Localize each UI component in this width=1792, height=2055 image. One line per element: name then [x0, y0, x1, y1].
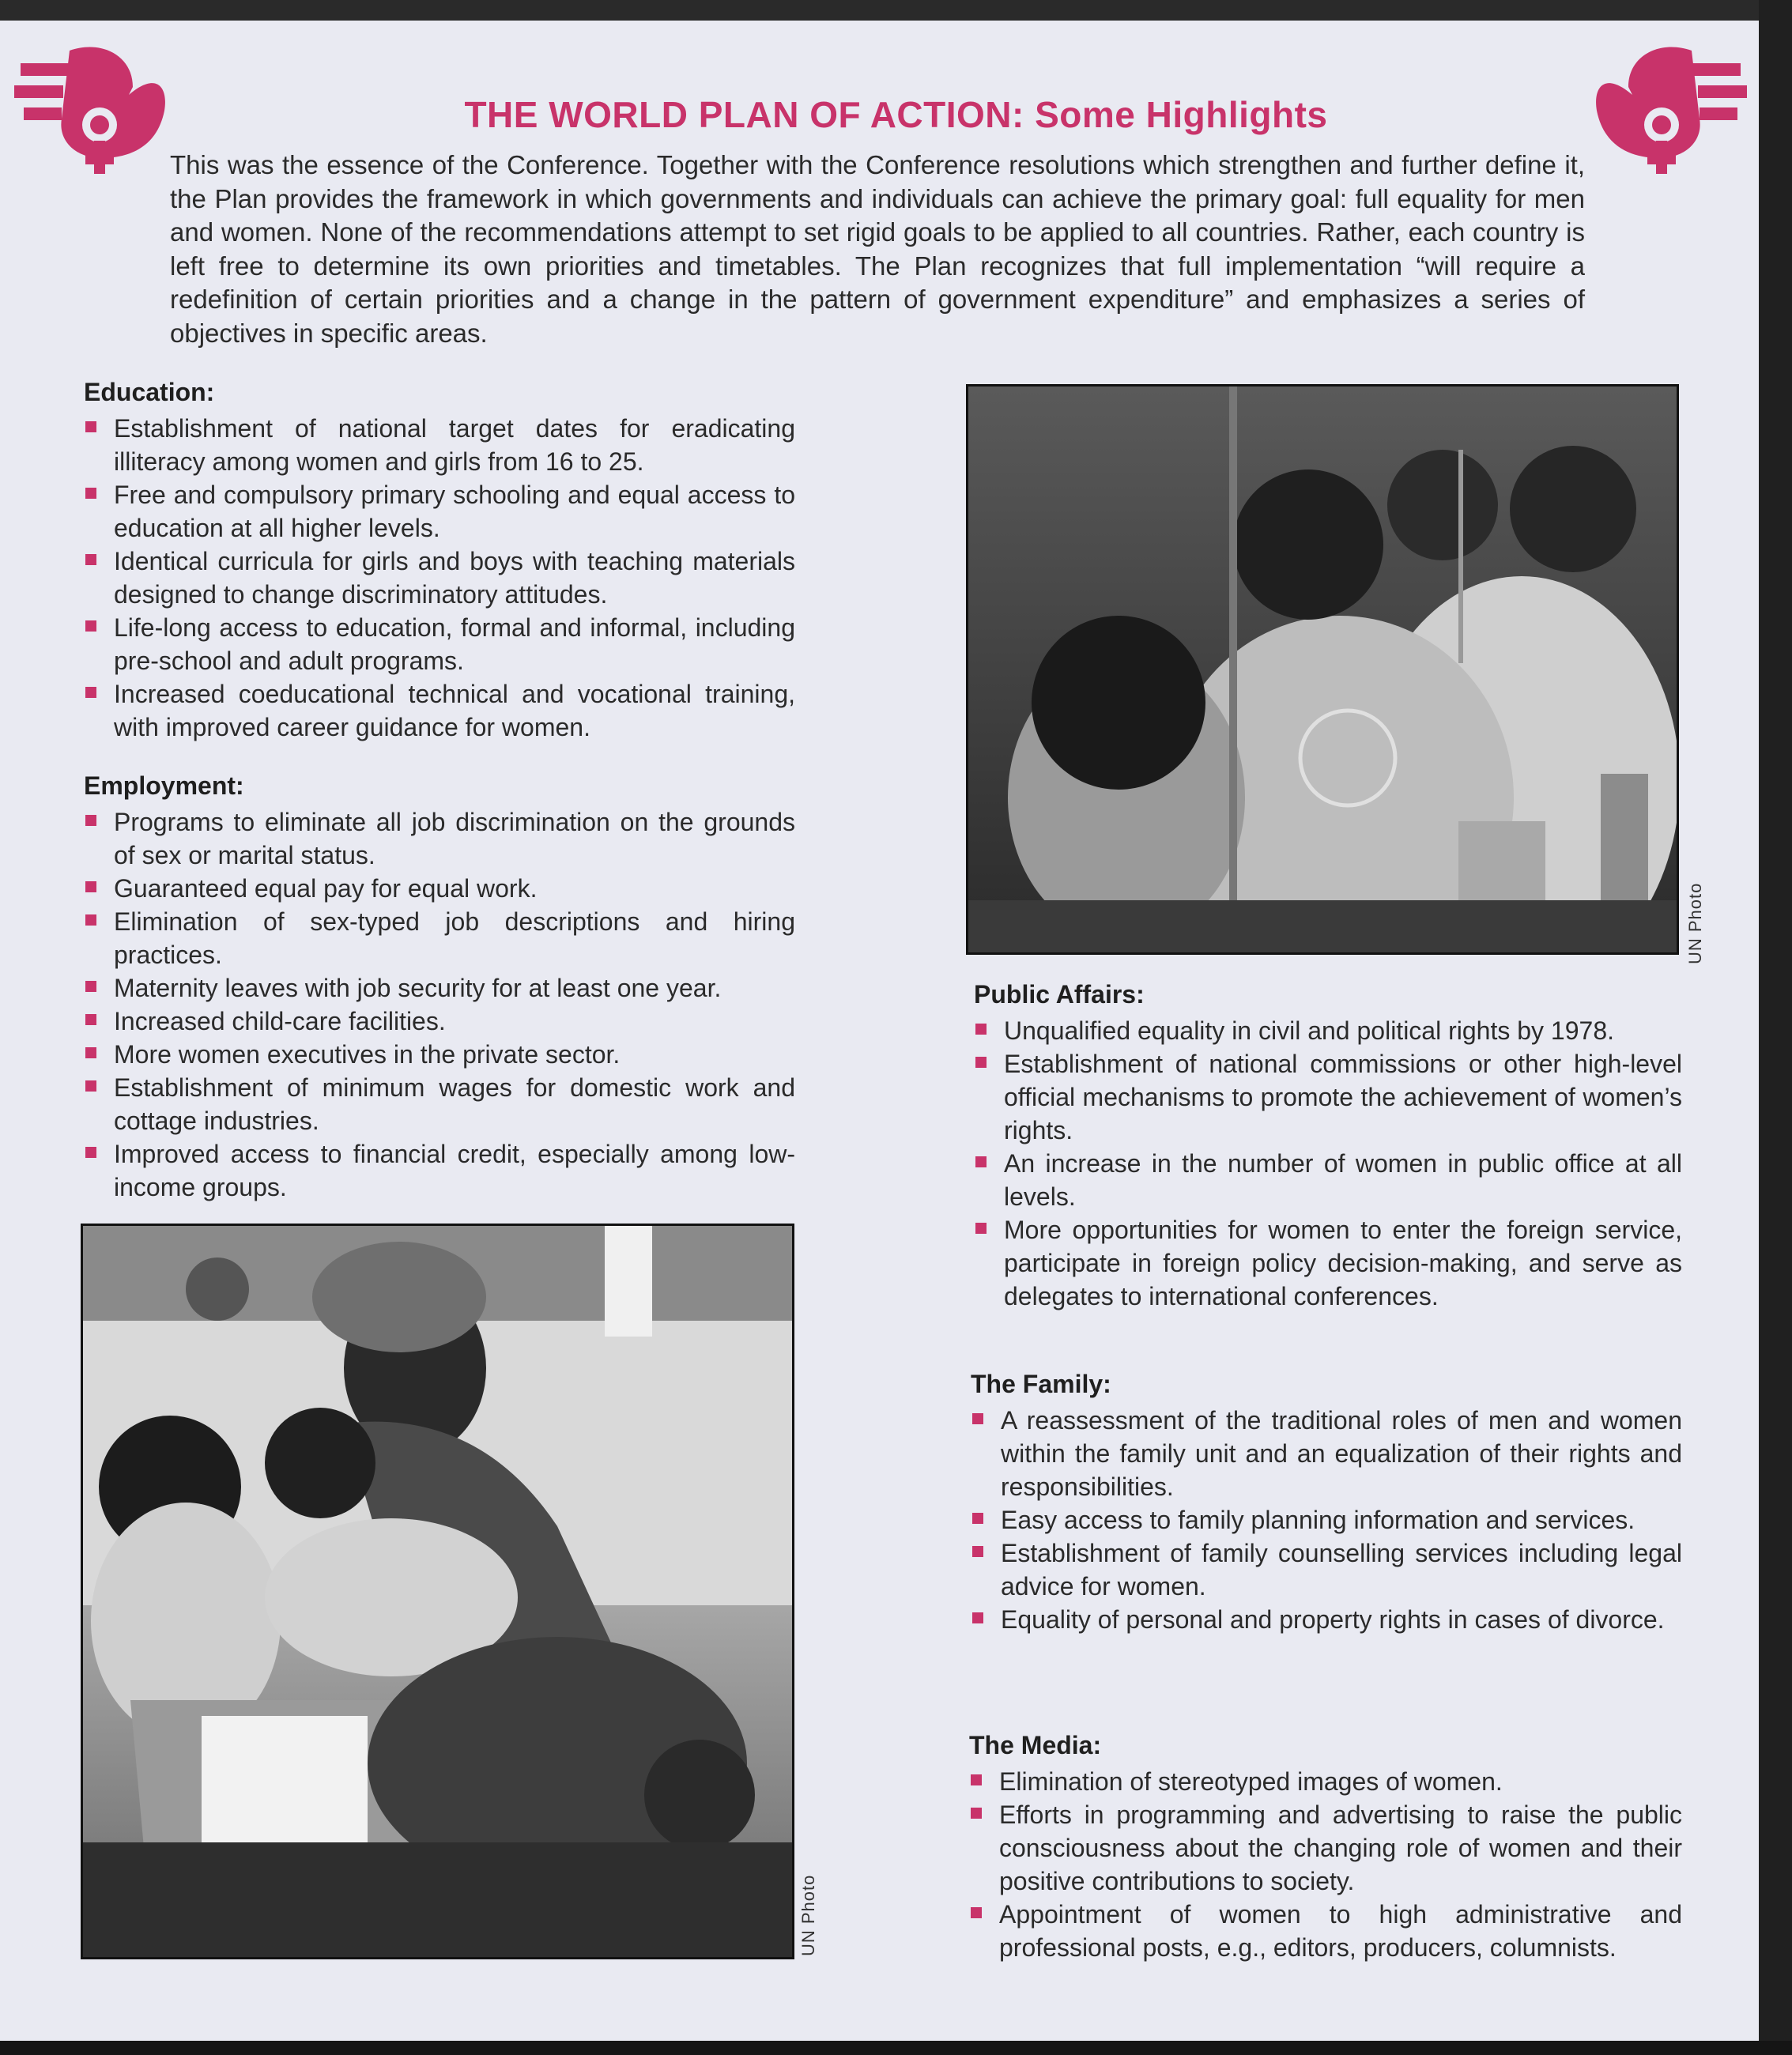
- bullet-text: Establishment of minimum wages for domestic work and cottage industries.: [114, 1073, 795, 1135]
- square-bullet-icon: [971, 1808, 982, 1819]
- square-bullet-icon: [85, 620, 96, 632]
- bullet-text: Improved access to financial credit, especially among low-income groups.: [114, 1140, 795, 1201]
- square-bullet-icon: [85, 981, 96, 992]
- square-bullet-icon: [972, 1612, 983, 1623]
- bullet-list: [971, 1404, 1682, 1636]
- bullet-text: Elimination of stereotyped images of women.: [999, 1767, 1503, 1796]
- bullet-text: More opportunities for women to enter the foreign service, participate in foreign policy decision-making, and serve as delegates to international conferences.: [1004, 1216, 1682, 1310]
- bullet-item: [974, 1014, 1682, 1047]
- bullet-text: Establishment of national commissions or other high-level official mechanisms to promote the achievement of women’s rights.: [1004, 1050, 1682, 1144]
- bullet-item: [971, 1404, 1682, 1503]
- bullet-text: Increased child-care facilities.: [114, 1007, 446, 1035]
- square-bullet-icon: [85, 687, 96, 698]
- section-heading: The Media:: [969, 1731, 1102, 1759]
- scan-bottom-edge: [0, 2041, 1792, 2055]
- bullet-text: Efforts in programming and advertising to raise the public consciousness about the changing role of women and their positive contributions to society.: [999, 1800, 1682, 1895]
- bullet-item: [84, 1137, 795, 1204]
- square-bullet-icon: [85, 421, 96, 432]
- bullet-item: [974, 1047, 1682, 1147]
- bullet-item: [84, 805, 795, 872]
- bullet-item: [969, 1898, 1682, 1964]
- bullet-item: [971, 1503, 1682, 1537]
- photo-girls-laboratory: [966, 384, 1679, 955]
- bullet-list: [84, 805, 795, 1204]
- bullet-text: Equality of personal and property rights in cases of divorce.: [1001, 1605, 1665, 1634]
- square-bullet-icon: [85, 488, 96, 499]
- bullet-text: Elimination of sex-typed job descriptions and hiring practices.: [114, 907, 795, 969]
- bullet-item: [84, 545, 795, 611]
- square-bullet-icon: [85, 881, 96, 892]
- bullet-text: Unqualified equality in civil and political rights by 1978.: [1004, 1016, 1614, 1045]
- bullet-list: [969, 1765, 1682, 1964]
- square-bullet-icon: [975, 1024, 987, 1035]
- bullet-item: [969, 1765, 1682, 1798]
- bullet-item: [84, 905, 795, 971]
- square-bullet-icon: [85, 914, 96, 926]
- bullet-text: Establishment of national target dates for eradicating illiteracy among women and girls from 16 to 25.: [114, 414, 795, 476]
- bullet-item: [971, 1603, 1682, 1636]
- bullet-text: Programs to eliminate all job discrimination on the grounds of sex or marital status.: [114, 808, 795, 869]
- bullet-item: [974, 1147, 1682, 1213]
- bullet-item: [84, 611, 795, 677]
- bullet-item: [974, 1213, 1682, 1313]
- bullet-item: [971, 1537, 1682, 1603]
- square-bullet-icon: [972, 1513, 983, 1524]
- bullet-text: A reassessment of the traditional roles of men and women within the family unit and an equalization of their rights and responsibilities.: [1001, 1406, 1682, 1501]
- section-employment: [84, 771, 795, 1204]
- square-bullet-icon: [85, 1080, 96, 1092]
- bullet-text: Maternity leaves with job security for at least one year.: [114, 974, 722, 1002]
- bullet-item: [84, 872, 795, 905]
- bullet-text: Identical curricula for girls and boys with teaching materials designed to change discriminatory attitudes.: [114, 547, 795, 609]
- bullet-item: [84, 1038, 795, 1071]
- square-bullet-icon: [85, 554, 96, 565]
- bullet-item: [84, 971, 795, 1005]
- square-bullet-icon: [85, 1014, 96, 1025]
- square-bullet-icon: [975, 1156, 987, 1167]
- bullet-item: [969, 1798, 1682, 1898]
- square-bullet-icon: [975, 1057, 987, 1068]
- section-media: [969, 1731, 1682, 1964]
- section-heading: Public Affairs:: [974, 980, 1145, 1009]
- bullet-item: [84, 677, 795, 744]
- photo-mother-and-children: [81, 1224, 794, 1959]
- bullet-text: Free and compulsory primary schooling and equal access to education at all higher levels.: [114, 481, 795, 542]
- page-title: THE WORLD PLAN OF ACTION: Some Highlights: [464, 94, 1328, 135]
- photo-credit: UN Photo: [1685, 882, 1705, 964]
- section-family: [971, 1370, 1682, 1636]
- bullet-text: More women executives in the private sector.: [114, 1040, 621, 1069]
- bullet-list: [974, 1014, 1682, 1313]
- scan-top-edge: [0, 0, 1792, 21]
- square-bullet-icon: [975, 1223, 987, 1234]
- bullet-text: Easy access to family planning information and services.: [1001, 1506, 1635, 1534]
- square-bullet-icon: [972, 1413, 983, 1424]
- bullet-item: [84, 412, 795, 478]
- bullet-text: An increase in the number of women in public office at all levels.: [1004, 1149, 1682, 1211]
- bullet-text: Increased coeducational technical and vocational training, with improved career guidance for women.: [114, 680, 795, 741]
- bullet-item: [84, 1071, 795, 1137]
- bullet-text: Life-long access to education, formal and informal, including pre-school and adult programs.: [114, 613, 795, 675]
- photo-credit: UN Photo: [798, 1874, 818, 1956]
- section-heading: Education:: [84, 378, 215, 406]
- square-bullet-icon: [85, 815, 96, 826]
- square-bullet-icon: [971, 1774, 982, 1785]
- section-heading: The Family:: [971, 1370, 1111, 1398]
- square-bullet-icon: [85, 1147, 96, 1158]
- square-bullet-icon: [85, 1047, 96, 1058]
- section-education: [84, 378, 795, 744]
- bullet-item: [84, 478, 795, 545]
- square-bullet-icon: [971, 1907, 982, 1918]
- section-public-affairs: [974, 980, 1682, 1313]
- square-bullet-icon: [972, 1546, 983, 1557]
- intro-paragraph: This was the essence of the Conference. Together with the Conference resolutions which strengthen and further define it, the Plan provides the framework in which governments and individuals can achieve the primary goal: full equality for men and women. None of the recommendations attempt to set rigid goals to be applied to all countries. Rather, each country is left free to determine its own priorities and timetables. The Plan recognizes that full implementation “will require a redefinition of certain priorities and a change in the pattern of government expenditure” and emphasizes a series of objectives in specific areas.: [170, 150, 1585, 348]
- bullet-item: [84, 1005, 795, 1038]
- bullet-text: Appointment of women to high administrative and professional posts, e.g., editors, producers, columnists.: [999, 1900, 1682, 1962]
- bullet-text: Guaranteed equal pay for equal work.: [114, 874, 538, 903]
- bullet-list: [84, 412, 795, 744]
- section-heading: Employment:: [84, 771, 244, 800]
- bullet-text: Establishment of family counselling services including legal advice for women.: [1001, 1539, 1682, 1601]
- scan-right-edge: [1759, 0, 1792, 2055]
